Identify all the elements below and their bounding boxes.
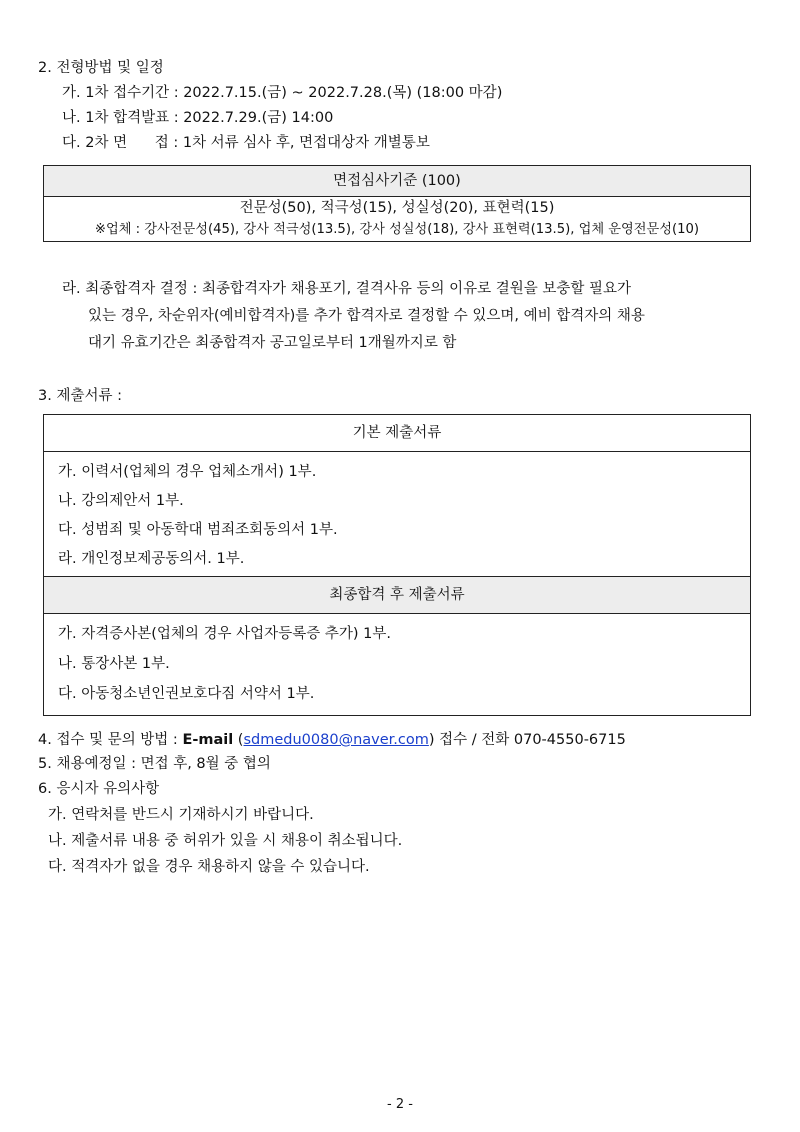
schedule-item-1: 가. 1차 접수기간 : 2022.7.15.(금) ~ 2022.7.28.(목) (18:00 마감) bbox=[62, 85, 503, 101]
page-number: - 2 - bbox=[387, 1097, 413, 1112]
final-decision-line-3: 대기 유효기간은 최종합격자 공고일로부터 1개월까지로 함 bbox=[88, 335, 457, 351]
basic-docs-title: 기본 제출서류 bbox=[44, 415, 750, 452]
notice-item-3: 다. 적격자가 없을 경우 채용하지 않을 수 있습니다. bbox=[48, 859, 370, 875]
notice-item-2: 나. 제출서류 내용 중 허위가 있을 시 채용이 취소됩니다. bbox=[48, 833, 403, 849]
schedule-item-2: 나. 1차 합격발표 : 2022.7.29.(금) 14:00 bbox=[62, 110, 334, 126]
section4-contact bbox=[38, 728, 626, 749]
contact-prefix: 4. 접수 및 문의 방법 : bbox=[38, 732, 183, 748]
notice-item-1: 가. 연락처를 반드시 기재하시기 바랍니다. bbox=[48, 807, 314, 823]
email-link[interactable]: sdmedu0080@naver.com bbox=[243, 732, 429, 748]
criteria-title: 면접심사기준 (100) bbox=[44, 166, 750, 197]
after-doc-item: 다. 아동청소년인권보호다짐 서약서 1부. bbox=[58, 686, 315, 702]
after-doc-item: 나. 통장사본 1부. bbox=[58, 656, 170, 672]
section3-heading: 3. 제출서류 : bbox=[38, 388, 122, 404]
interview-criteria-table bbox=[43, 165, 751, 242]
basic-doc-item: 다. 성범죄 및 아동학대 범죄조회동의서 1부. bbox=[58, 522, 338, 538]
documents-table bbox=[43, 414, 751, 716]
final-decision-line-1: 라. 최종합격자 결정 : 최종합격자가 채용포기, 결격사유 등의 이유로 결원을 보충할 필요가 bbox=[62, 281, 632, 297]
schedule-item-3: 다. 2차 면 접 : 1차 서류 심사 후, 면접대상자 개별통보 bbox=[62, 135, 430, 151]
contact-suffix: ) 접수 / 전화 070-4550-6715 bbox=[428, 732, 626, 748]
section2-heading: 2. 전형방법 및 일정 bbox=[38, 60, 164, 76]
criteria-company: ※업체 : 강사전문성(45), 강사 적극성(13.5), 강사 성실성(18), 강사 표현력(13.5), 업체 운영전문성(10) bbox=[94, 222, 700, 237]
after-doc-item: 가. 자격증사본(업체의 경우 사업자등록증 추가) 1부. bbox=[58, 626, 391, 642]
basic-doc-item: 가. 이력서(업체의 경우 업체소개서) 1부. bbox=[58, 464, 317, 480]
section5-hiring-date: 5. 채용예정일 : 면접 후, 8월 중 협의 bbox=[38, 756, 271, 772]
email-open: ( bbox=[233, 732, 244, 748]
after-docs-title: 최종합격 후 제출서류 bbox=[44, 576, 750, 614]
final-decision-line-2: 있는 경우, 차순위자(예비합격자)를 추가 합격자로 결정할 수 있으며, 예비 합격자의 채용 bbox=[88, 308, 645, 324]
basic-doc-item: 나. 강의제안서 1부. bbox=[58, 493, 184, 509]
email-label: E-mail bbox=[182, 732, 234, 748]
basic-doc-item: 라. 개인정보제공동의서. 1부. bbox=[58, 551, 245, 567]
section6-heading: 6. 응시자 유의사항 bbox=[38, 781, 160, 797]
criteria-individual: 전문성(50), 적극성(15), 성실성(20), 표현력(15) bbox=[239, 200, 555, 216]
basic-docs-list bbox=[44, 452, 750, 576]
after-docs-list bbox=[44, 614, 750, 709]
